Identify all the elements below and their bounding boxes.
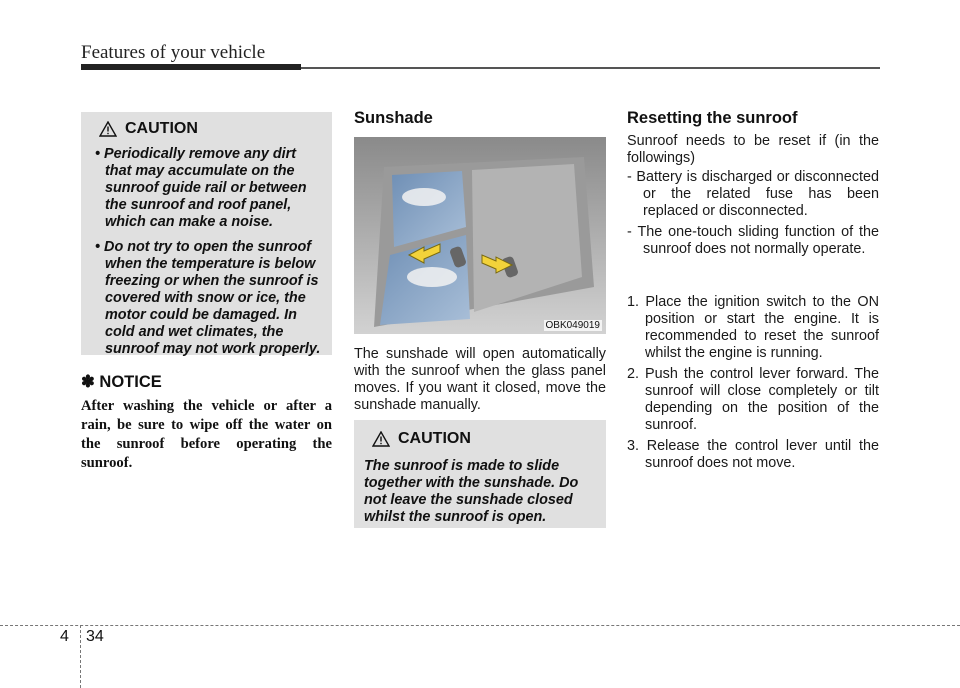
caution-heading-text: CAUTION <box>125 120 198 137</box>
step-item: 1. Place the ignition switch to the ON position or start the engine. It is recommended to reset the sunroof whilst the engine is running. <box>627 294 879 361</box>
caution-text: The sunroof is made to slide together with the sunshade. Do not leave the sunshade closed whilst the sunroof is open. <box>364 458 579 525</box>
caution-box-middle <box>354 420 606 528</box>
reset-heading: Resetting the sunroof <box>627 109 798 127</box>
caution-item: • Do not try to open the sunroof when the temperature is below freezing or when the sunroof is covered with snow or ice, the motor could be damaged. In cold and wet climates, the sunroof may not work properly. <box>91 239 322 358</box>
sunroof-photo <box>354 137 606 334</box>
notice-heading: ✽ NOTICE <box>81 373 162 391</box>
caution-list <box>91 146 322 358</box>
warning-triangle-icon <box>99 121 117 137</box>
step-item: 3. Release the control lever until the sunroof does not move. <box>627 438 879 471</box>
reset-steps <box>627 294 879 476</box>
caution-heading-text: CAUTION <box>398 430 471 447</box>
header-accent-bar <box>81 64 301 70</box>
caution-item: • Periodically remove any dirt that may accumulate on the sunroof guide rail or between the sunroof and roof panel, which can make a noise. <box>91 146 322 231</box>
caution-heading <box>91 120 322 138</box>
condition-item: - Battery is discharged or disconnected or the related fuse has been replaced or disconnected. <box>627 169 879 219</box>
chapter-number: 4 <box>60 628 69 645</box>
caution-heading <box>364 430 596 448</box>
notice-body: After washing the vehicle or after a rain, be sure to wipe off the water on the sunroof before operating the sunroof. <box>81 398 332 471</box>
reset-conditions <box>627 169 879 262</box>
footer-rule <box>0 625 960 626</box>
reset-intro: Sunroof needs to be reset if (in the followings) <box>627 133 879 166</box>
page-number: 34 <box>86 628 104 645</box>
condition-item: - The one-touch sliding function of the sunroof does not normally operate. <box>627 224 879 257</box>
image-code: OBK049019 <box>545 320 600 331</box>
step-item: 2. Push the control lever forward. The sunroof will close completely or tilt depending on the position of the sunroof. <box>627 366 879 433</box>
warning-triangle-icon <box>372 431 390 447</box>
caution-box-left <box>81 112 332 355</box>
sunroof-illustration <box>354 137 606 334</box>
footer-divider <box>80 625 81 688</box>
sunshade-body: The sunshade will open automatically with the sunroof when the glass panel moves. If you want it closed, move the sunshade manually. <box>354 346 606 413</box>
sunshade-heading: Sunshade <box>354 109 433 127</box>
page-header-title: Features of your vehicle <box>81 42 266 63</box>
